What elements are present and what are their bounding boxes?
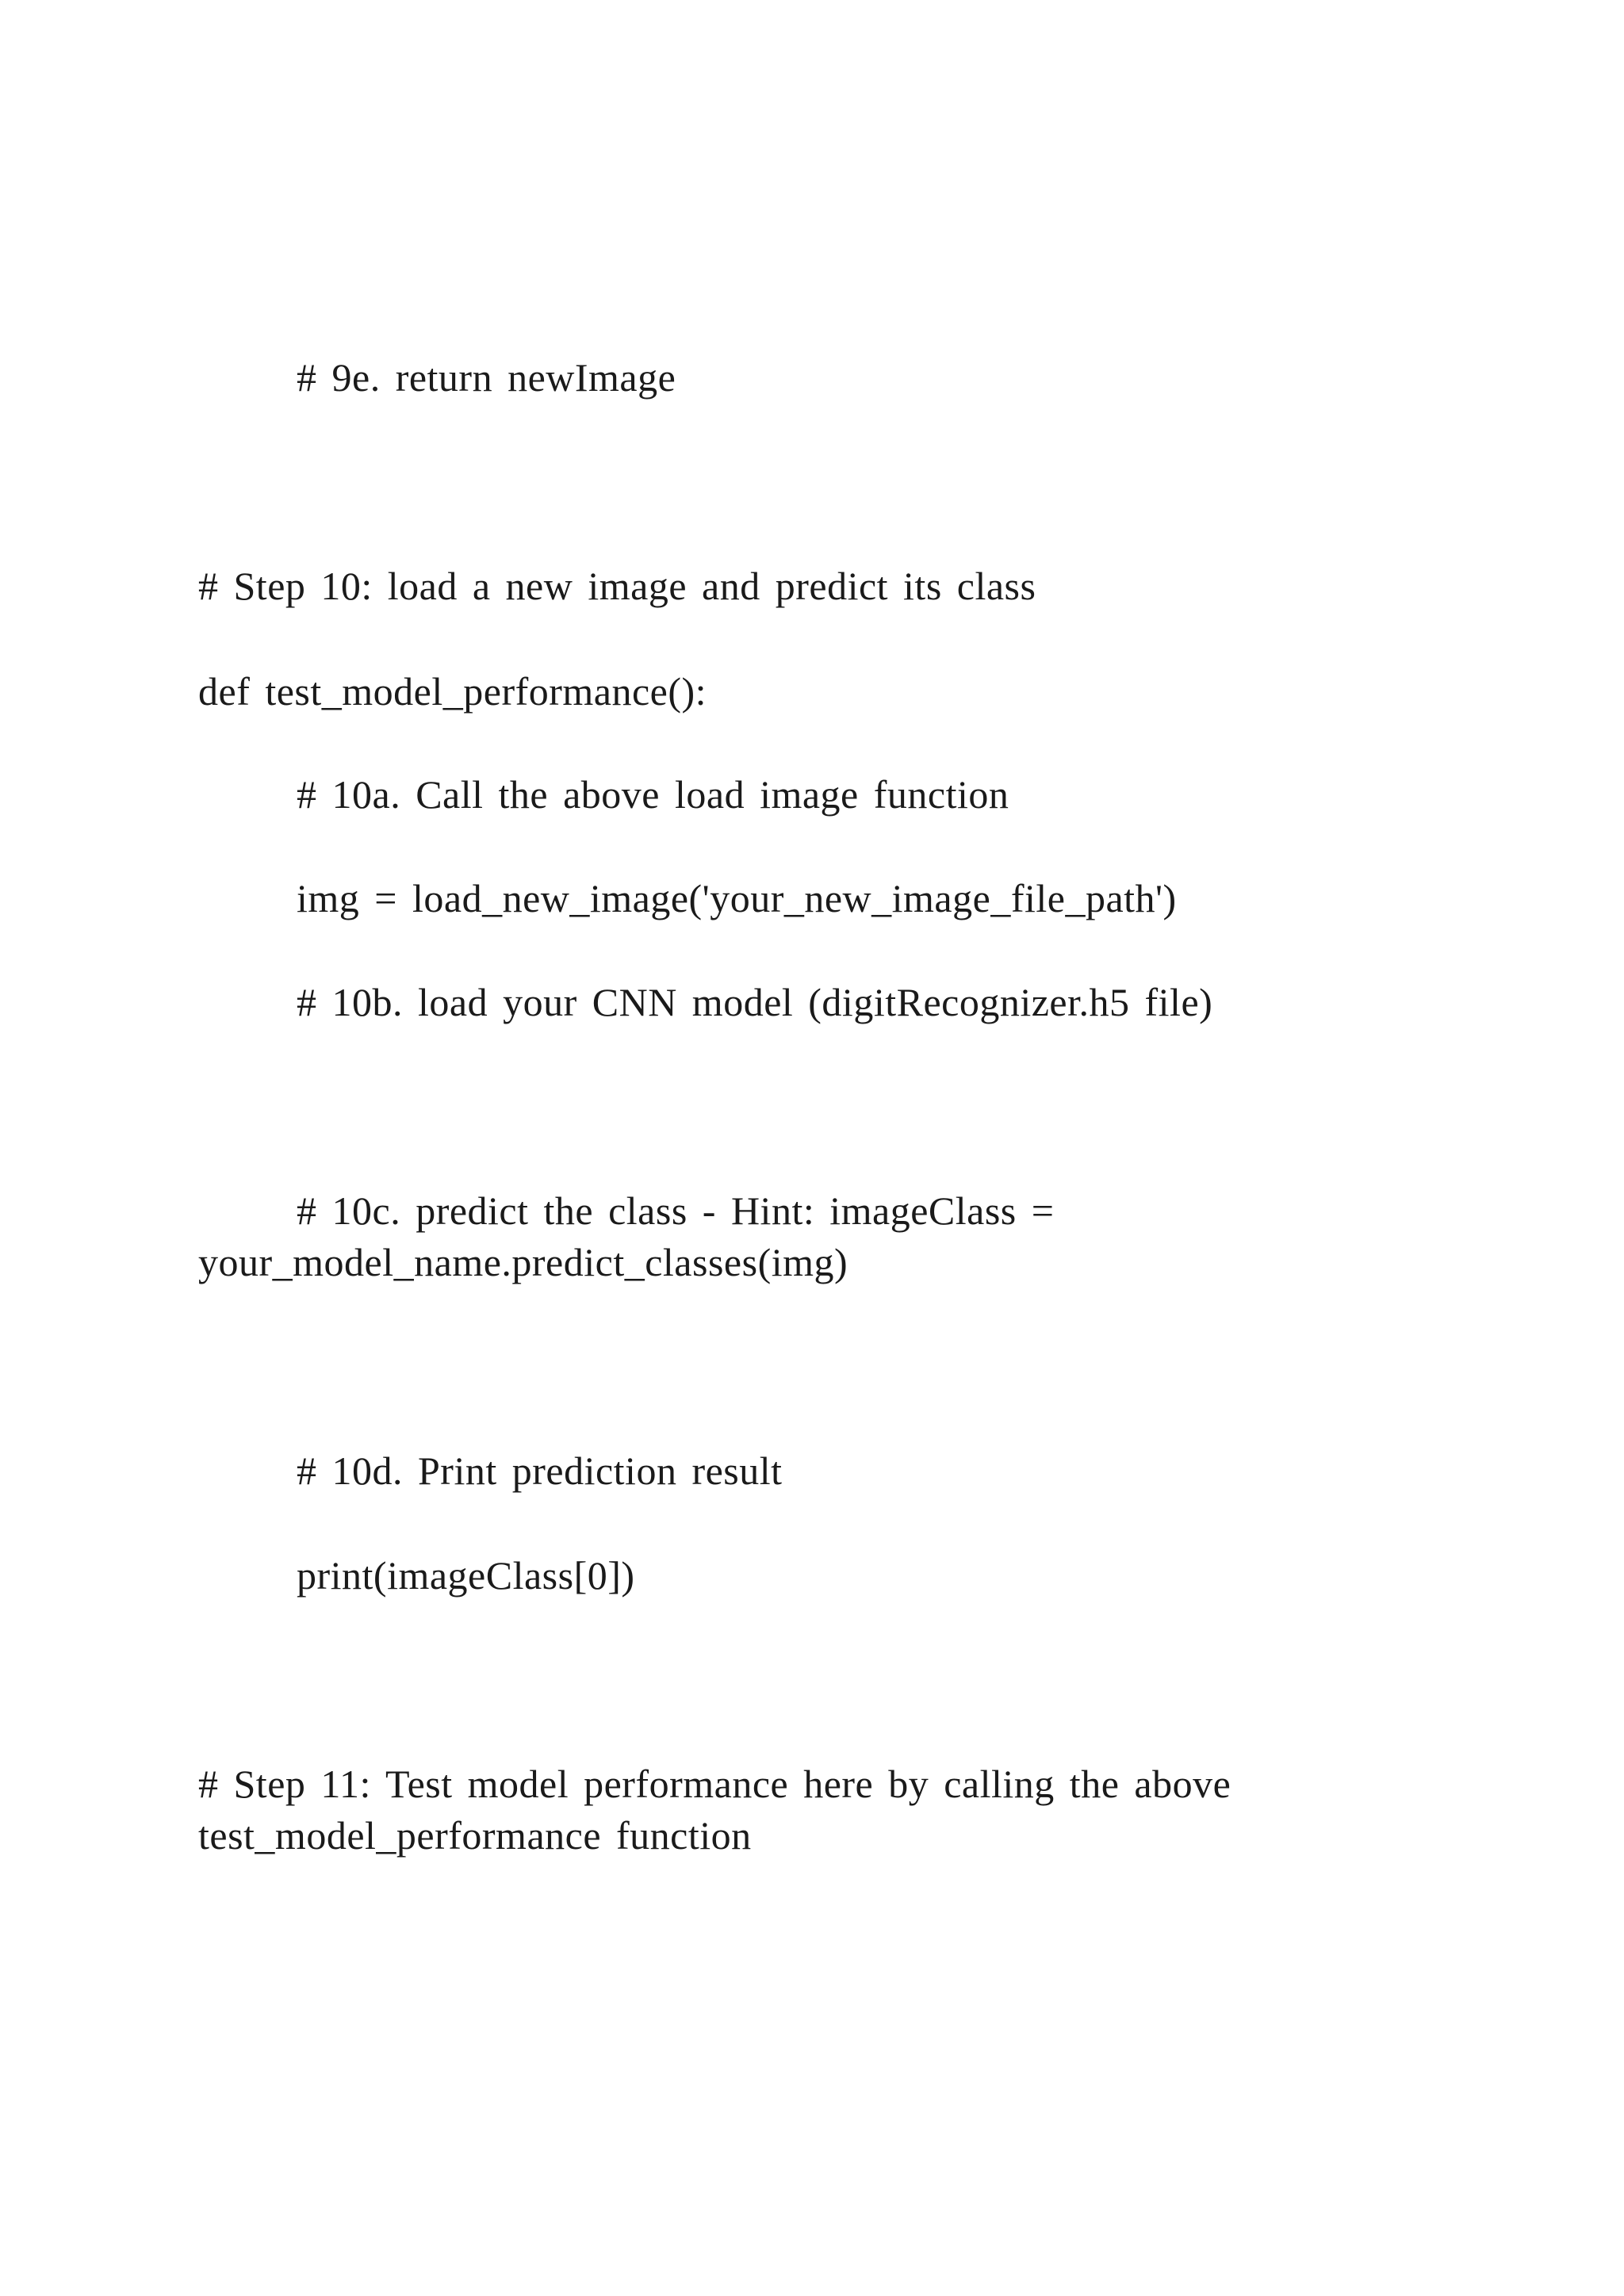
function-definition: def test_model_performance(): — [198, 669, 707, 714]
comment-step-11: # Step 11: Test model performance here by calling the above — [198, 1762, 1231, 1806]
comment-step-10d: # 10d. Print prediction result — [297, 1448, 783, 1493]
print-statement: print(imageClass[0]) — [297, 1553, 635, 1598]
comment-step-10c: # 10c. predict the class - Hint: imageClass = — [297, 1188, 1055, 1233]
comment-step-11-continued: test_model_performance function — [198, 1813, 752, 1858]
comment-step-10c-continued: your_model_name.predict_classes(img) — [198, 1240, 848, 1284]
comment-step-10b: # 10b. load your CNN model (digitRecognizer.h5 file) — [297, 980, 1213, 1024]
comment-step-10a: # 10a. Call the above load image function — [297, 772, 1009, 817]
comment-step-10: # Step 10: load a new image and predict its class — [198, 564, 1036, 608]
comment-step-9e: # 9e. return newImage — [297, 355, 676, 400]
load-image-statement: img = load_new_image('your_new_image_file_path') — [297, 876, 1177, 920]
